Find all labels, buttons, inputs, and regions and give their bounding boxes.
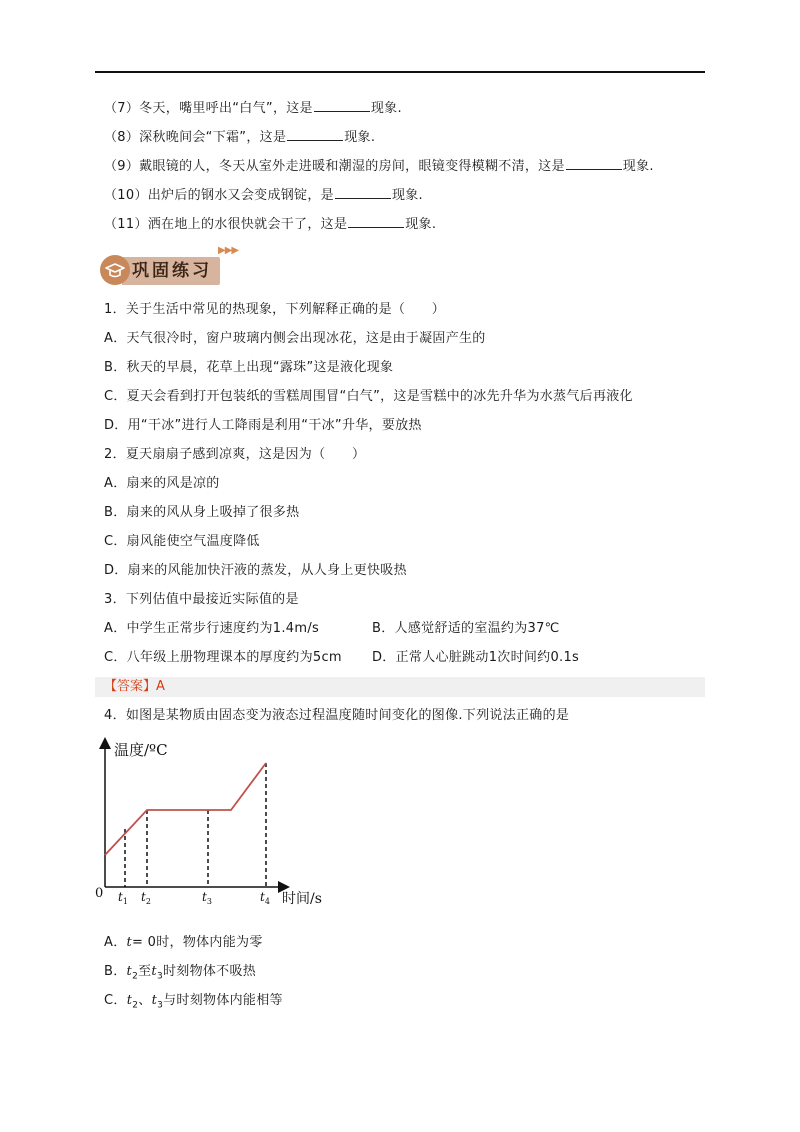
answer-blank[interactable] [566, 157, 622, 170]
x-axis-label: 时间/s [282, 891, 322, 907]
fill-item-9 [104, 157, 654, 176]
tick-label-t1: $t_1$ [118, 890, 128, 906]
variable-t: t [151, 993, 158, 1008]
triple-arrow-icon: ▶▶▶ [218, 245, 239, 256]
question-4-option-b[interactable] [104, 963, 256, 986]
question-3-option-d[interactable]: D．正常人心脏跳动1次时间约0.1s [372, 650, 580, 665]
graduation-cap-badge [100, 255, 130, 285]
question-1-option-c[interactable]: C．夏天会看到打开包装纸的雪糕周围冒“白气”，这是雪糕中的冰先升华为水蒸气后再液化 [104, 389, 633, 404]
fill-item-suffix: 现象. [370, 101, 402, 116]
variable-t: t [126, 993, 133, 1008]
option-text: 、 [138, 993, 152, 1008]
question-3-option-a[interactable]: A．中学生正常步行速度约为1.4m/s [104, 621, 320, 636]
fill-item-suffix: 现象. [344, 130, 376, 145]
temperature-time-chart [92, 735, 342, 914]
fill-item-text: （7）冬天，嘴里呼出“白气”，这是 [104, 101, 313, 116]
question-4-stem: 4．如图是某物质由固态变为液态过程温度随时间变化的图像.下列说法正确的是 [104, 708, 570, 723]
variable-t: t [126, 935, 133, 950]
section-header [100, 244, 246, 286]
fill-item-suffix: 现象. [391, 188, 423, 203]
fill-item-11 [104, 215, 436, 234]
answer-blank[interactable] [287, 128, 343, 141]
tick-label-t4: $t_4$ [260, 890, 270, 906]
answer-label: 【答案】A [104, 679, 165, 694]
tick-label-t2: $t_2$ [141, 890, 151, 906]
fill-item-text: （10）出炉后的钢水又会变成钢锭，是 [104, 188, 334, 203]
header-rule [95, 71, 705, 73]
option-text: 至 [138, 964, 152, 979]
question-1-option-a[interactable]: A．天气很冷时，窗户玻璃内侧会出现冰花，这是由于凝固产生的 [104, 331, 486, 346]
question-2-option-d[interactable]: D．扇来的风能加快汗液的蒸发，从人身上更快吸热 [104, 563, 407, 578]
tick-label-t3: $t_3$ [202, 890, 212, 906]
origin-label: 0 [95, 886, 104, 901]
subscript: 3 [157, 1000, 164, 1011]
fill-item-text: （8）深秋晚间会“下霜”，这是 [104, 130, 287, 145]
question-2-option-a[interactable]: A．扇来的风是凉的 [104, 476, 220, 491]
graduation-cap-icon [100, 255, 130, 285]
question-4-option-c[interactable] [104, 992, 283, 1015]
question-4-option-a[interactable] [104, 934, 263, 952]
question-2-option-c[interactable]: C．扇风能使空气温度降低 [104, 534, 260, 549]
question-1-option-d[interactable]: D．用“干冰”进行人工降雨是利用“干冰”升华，要放热 [104, 418, 422, 433]
subscript: 2 [132, 1000, 139, 1011]
fill-item-7 [104, 99, 402, 118]
chart-svg [92, 735, 342, 910]
fill-item-suffix: 现象. [622, 159, 654, 174]
question-2-stem: 2．夏天扇扇子感到凉爽，这是因为（ ） [104, 447, 366, 462]
option-letter: A． [104, 935, 127, 950]
answer-blank[interactable] [335, 186, 391, 199]
question-3-stem: 3．下列估值中最接近实际值的是 [104, 592, 299, 607]
option-letter: C． [104, 993, 127, 1008]
y-axis-label: 温度/ºC [114, 741, 168, 759]
variable-t: t [151, 964, 157, 979]
subscript: 3 [156, 971, 163, 982]
fill-item-10 [104, 186, 423, 205]
temperature-curve [105, 763, 266, 855]
question-1-stem: 1．关于生活中常见的热现象，下列解释正确的是（ ） [104, 302, 446, 317]
fill-item-8 [104, 128, 375, 147]
subscript: 2 [132, 971, 139, 982]
option-text: 时刻物体不吸热 [162, 964, 257, 979]
fill-item-suffix: 现象. [405, 217, 437, 232]
section-title: 巩固练习 [122, 257, 220, 285]
fill-item-text: （9）戴眼镜的人，冬天从室外走进暖和潮湿的房间，眼镜变得模糊不清，这是 [104, 159, 565, 174]
answer-blank[interactable] [348, 215, 404, 228]
variable-t: t [126, 964, 133, 979]
option-text: = 0时，物体内能为零 [132, 935, 263, 950]
question-2-option-b[interactable]: B．扇来的风从身上吸掉了很多热 [104, 505, 300, 520]
question-1-option-b[interactable]: B．秋天的早晨，花草上出现“露珠”这是液化现象 [104, 360, 394, 375]
answer-bar [95, 677, 705, 697]
fill-item-text: （11）洒在地上的水很快就会干了，这是 [104, 217, 348, 232]
answer-blank[interactable] [314, 99, 370, 112]
option-letter: B． [104, 964, 127, 979]
option-text: 与时刻物体内能相等 [163, 993, 283, 1008]
question-3-option-b[interactable]: B．人感觉舒适的室温约为37℃ [372, 621, 560, 636]
question-3-option-c[interactable]: C．八年级上册物理课本的厚度约为5cm [104, 650, 342, 665]
